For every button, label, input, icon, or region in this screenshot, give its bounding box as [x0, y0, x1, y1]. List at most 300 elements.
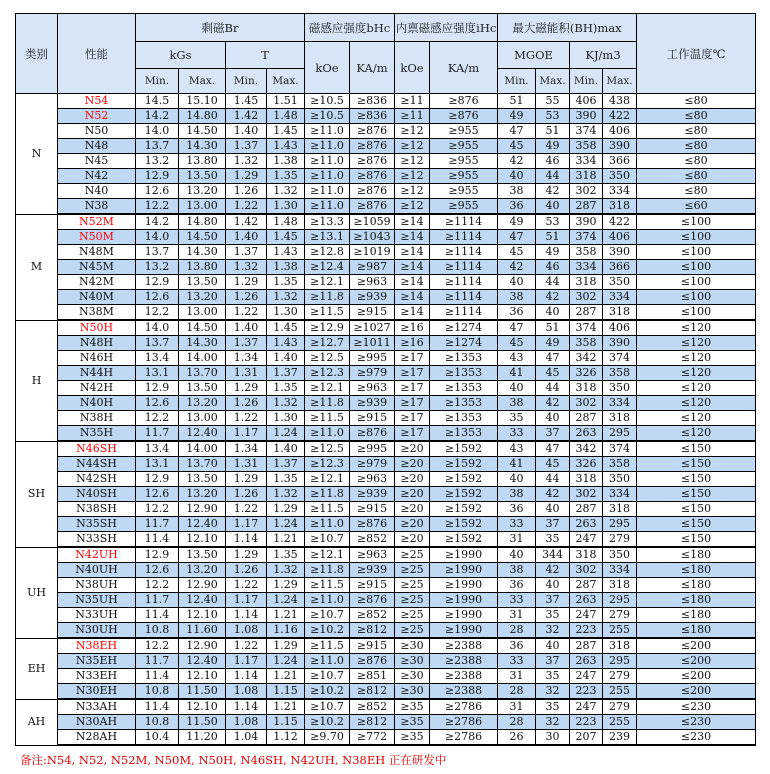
bhc-koe-cell: ≥12.9	[305, 320, 350, 336]
temp-cell: ≤180	[637, 593, 756, 608]
bhc-kam-cell: ≥915	[350, 638, 395, 654]
bhc-koe-cell: ≥13.1	[305, 230, 350, 245]
kj-max-cell: 295	[603, 517, 637, 532]
t-max-cell: 1.30	[267, 305, 305, 321]
grade-cell: N38M	[58, 305, 136, 321]
mgoe-max-cell: 53	[536, 214, 570, 230]
kj-max-cell: 279	[603, 669, 637, 684]
bhc-kam-cell: ≥963	[350, 275, 395, 290]
grade-cell: N42SH	[58, 472, 136, 487]
bhc-kam-cell: ≥812	[350, 684, 395, 700]
table-body	[16, 94, 756, 746]
mgoe-min-cell: 36	[498, 502, 536, 517]
bhc-kam-cell: ≥963	[350, 472, 395, 487]
ihc-koe-cell: ≥14	[395, 214, 430, 230]
temp-cell: ≤200	[637, 669, 756, 684]
kgs-max-cell: 14.50	[179, 124, 226, 139]
grade-cell: N45	[58, 154, 136, 169]
kgs-min-cell: 12.9	[136, 472, 179, 487]
kgs-max-cell: 13.20	[179, 184, 226, 199]
temp-cell: ≤180	[637, 563, 756, 578]
kgs-max-cell: 13.50	[179, 472, 226, 487]
mgoe-max-cell: 40	[536, 199, 570, 215]
header-bhc-kam: KA/m	[350, 42, 395, 94]
table-row	[16, 154, 756, 169]
kgs-min-cell: 13.1	[136, 457, 179, 472]
temp-cell: ≤100	[637, 290, 756, 305]
ihc-koe-cell: ≥14	[395, 260, 430, 275]
t-max-cell: 1.48	[267, 109, 305, 124]
mgoe-min-cell: 40	[498, 472, 536, 487]
t-min-cell: 1.26	[226, 563, 267, 578]
ihc-koe-cell: ≥30	[395, 669, 430, 684]
ihc-koe-cell: ≥30	[395, 654, 430, 669]
mgoe-min-cell: 38	[498, 184, 536, 199]
kgs-max-cell: 13.70	[179, 457, 226, 472]
mgoe-min-cell: 28	[498, 623, 536, 639]
footnote-in-development: 备注:N54, N52, N52M, N50M, N50H, N46SH, N42UH, N38EH 正在研发中	[20, 753, 447, 767]
grade-cell: N45M	[58, 260, 136, 275]
kgs-min-cell: 13.2	[136, 154, 179, 169]
bhc-koe-cell: ≥11.5	[305, 578, 350, 593]
kgs-max-cell: 14.30	[179, 139, 226, 154]
mgoe-min-cell: 47	[498, 124, 536, 139]
bhc-koe-cell: ≥10.2	[305, 684, 350, 700]
kj-max-cell: 318	[603, 502, 637, 517]
kj-min-cell: 223	[570, 715, 603, 730]
kj-min-cell: 247	[570, 669, 603, 684]
table-row	[16, 426, 756, 442]
kgs-max-cell: 14.30	[179, 336, 226, 351]
bhc-kam-cell: ≥812	[350, 623, 395, 639]
mgoe-max-cell: 47	[536, 441, 570, 457]
t-min-cell: 1.08	[226, 715, 267, 730]
kgs-max-cell: 13.20	[179, 290, 226, 305]
grade-cell: N33SH	[58, 532, 136, 548]
mgoe-min-cell: 28	[498, 715, 536, 730]
grade-cell: N54	[58, 94, 136, 109]
t-max-cell: 1.40	[267, 441, 305, 457]
table-row	[16, 260, 756, 275]
header-kgs-max: Max.	[179, 69, 226, 94]
kgs-min-cell: 14.2	[136, 109, 179, 124]
bhc-kam-cell: ≥939	[350, 290, 395, 305]
temp-cell: ≤150	[637, 517, 756, 532]
t-max-cell: 1.29	[267, 502, 305, 517]
t-max-cell: 1.21	[267, 532, 305, 548]
t-max-cell: 1.35	[267, 547, 305, 563]
ihc-koe-cell: ≥35	[395, 715, 430, 730]
grade-cell: N33EH	[58, 669, 136, 684]
t-max-cell: 1.35	[267, 381, 305, 396]
t-min-cell: 1.22	[226, 305, 267, 321]
table-row	[16, 487, 756, 502]
mgoe-min-cell: 31	[498, 669, 536, 684]
kj-min-cell: 302	[570, 396, 603, 411]
mgoe-min-cell: 47	[498, 320, 536, 336]
kgs-min-cell: 11.4	[136, 532, 179, 548]
mgoe-min-cell: 49	[498, 109, 536, 124]
kgs-min-cell: 14.0	[136, 124, 179, 139]
kj-max-cell: 350	[603, 381, 637, 396]
bhc-kam-cell: ≥1027	[350, 320, 395, 336]
bhc-koe-cell: ≥10.7	[305, 608, 350, 623]
t-max-cell: 1.15	[267, 684, 305, 700]
bhc-koe-cell: ≥12.5	[305, 441, 350, 457]
temp-cell: ≤200	[637, 684, 756, 700]
kj-min-cell: 374	[570, 230, 603, 245]
ihc-koe-cell: ≥12	[395, 124, 430, 139]
table-row	[16, 669, 756, 684]
kgs-min-cell: 11.7	[136, 426, 179, 442]
mgoe-max-cell: 37	[536, 654, 570, 669]
temp-cell: ≤120	[637, 366, 756, 381]
ihc-koe-cell: ≥25	[395, 608, 430, 623]
kgs-min-cell: 14.0	[136, 320, 179, 336]
t-max-cell: 1.35	[267, 169, 305, 184]
bhc-koe-cell: ≥12.4	[305, 260, 350, 275]
mgoe-max-cell: 40	[536, 502, 570, 517]
kgs-min-cell: 12.2	[136, 502, 179, 517]
kj-max-cell: 406	[603, 320, 637, 336]
table-row	[16, 411, 756, 426]
kgs-max-cell: 13.20	[179, 487, 226, 502]
kj-min-cell: 334	[570, 260, 603, 275]
kj-min-cell: 287	[570, 305, 603, 321]
kj-min-cell: 223	[570, 684, 603, 700]
t-min-cell: 1.45	[226, 94, 267, 109]
kj-min-cell: 207	[570, 730, 603, 746]
mgoe-max-cell: 44	[536, 472, 570, 487]
t-min-cell: 1.34	[226, 441, 267, 457]
table-row	[16, 336, 756, 351]
ihc-kam-cell: ≥2388	[430, 638, 498, 654]
kgs-max-cell: 13.00	[179, 305, 226, 321]
temp-cell: ≤120	[637, 381, 756, 396]
table-row	[16, 305, 756, 321]
grade-cell: N38H	[58, 411, 136, 426]
mgoe-min-cell: 36	[498, 305, 536, 321]
mgoe-max-cell: 51	[536, 124, 570, 139]
kgs-min-cell: 13.2	[136, 260, 179, 275]
ihc-kam-cell: ≥2388	[430, 654, 498, 669]
kj-min-cell: 318	[570, 381, 603, 396]
ihc-kam-cell: ≥2786	[430, 730, 498, 746]
bhc-kam-cell: ≥852	[350, 532, 395, 548]
mgoe-min-cell: 40	[498, 381, 536, 396]
ihc-kam-cell: ≥1990	[430, 623, 498, 639]
ihc-kam-cell: ≥1592	[430, 517, 498, 532]
kj-min-cell: 263	[570, 426, 603, 442]
grade-cell: N38UH	[58, 578, 136, 593]
ihc-kam-cell: ≥876	[430, 109, 498, 124]
header-unit-mgoe: MGOE	[498, 42, 570, 69]
kgs-max-cell: 13.80	[179, 154, 226, 169]
mgoe-max-cell: 32	[536, 684, 570, 700]
mgoe-max-cell: 49	[536, 245, 570, 260]
kgs-min-cell: 13.7	[136, 336, 179, 351]
ihc-koe-cell: ≥14	[395, 290, 430, 305]
kj-max-cell: 350	[603, 275, 637, 290]
kgs-min-cell: 12.9	[136, 381, 179, 396]
ihc-kam-cell: ≥1353	[430, 381, 498, 396]
grade-cell: N40	[58, 184, 136, 199]
header-ihc-kam: KA/m	[430, 42, 498, 94]
mgoe-min-cell: 45	[498, 336, 536, 351]
bhc-kam-cell: ≥939	[350, 487, 395, 502]
bhc-kam-cell: ≥979	[350, 366, 395, 381]
kgs-min-cell: 13.4	[136, 441, 179, 457]
magnet-grade-table	[15, 13, 756, 746]
header-t-min: Min.	[226, 69, 267, 94]
ihc-koe-cell: ≥16	[395, 320, 430, 336]
header-intrinsic-coercivity-ihc: 内禀磁感应强度iHc	[395, 14, 498, 42]
header-unit-kgs: kGs	[136, 42, 226, 69]
kgs-min-cell: 12.6	[136, 563, 179, 578]
t-min-cell: 1.29	[226, 547, 267, 563]
mgoe-max-cell: 51	[536, 320, 570, 336]
mgoe-min-cell: 31	[498, 699, 536, 715]
mgoe-max-cell: 30	[536, 730, 570, 746]
table-row	[16, 214, 756, 230]
mgoe-max-cell: 44	[536, 381, 570, 396]
table-row	[16, 199, 756, 215]
table-row	[16, 94, 756, 109]
kgs-max-cell: 14.50	[179, 320, 226, 336]
mgoe-max-cell: 42	[536, 184, 570, 199]
grade-cell: N42UH	[58, 547, 136, 563]
kgs-min-cell: 12.9	[136, 547, 179, 563]
ihc-kam-cell: ≥1114	[430, 230, 498, 245]
bhc-kam-cell: ≥876	[350, 654, 395, 669]
kgs-max-cell: 13.00	[179, 199, 226, 215]
kj-min-cell: 302	[570, 290, 603, 305]
kj-min-cell: 263	[570, 654, 603, 669]
ihc-kam-cell: ≥1353	[430, 411, 498, 426]
bhc-kam-cell: ≥876	[350, 154, 395, 169]
kj-min-cell: 342	[570, 441, 603, 457]
t-min-cell: 1.32	[226, 154, 267, 169]
temp-cell: ≤230	[637, 730, 756, 746]
bhc-koe-cell: ≥11.5	[305, 305, 350, 321]
temp-cell: ≤180	[637, 623, 756, 639]
table-row	[16, 699, 756, 715]
table-row	[16, 381, 756, 396]
temp-cell: ≤120	[637, 351, 756, 366]
grade-cell: N35SH	[58, 517, 136, 532]
header-t-max: Max.	[267, 69, 305, 94]
bhc-koe-cell: ≥12.8	[305, 245, 350, 260]
t-max-cell: 1.24	[267, 426, 305, 442]
bhc-kam-cell: ≥915	[350, 411, 395, 426]
grade-cell: N35UH	[58, 593, 136, 608]
t-max-cell: 1.12	[267, 730, 305, 746]
kgs-max-cell: 11.50	[179, 715, 226, 730]
bhc-kam-cell: ≥995	[350, 351, 395, 366]
ihc-kam-cell: ≥1990	[430, 578, 498, 593]
ihc-kam-cell: ≥955	[430, 154, 498, 169]
bhc-koe-cell: ≥10.7	[305, 669, 350, 684]
ihc-koe-cell: ≥25	[395, 563, 430, 578]
ihc-kam-cell: ≥1114	[430, 305, 498, 321]
ihc-koe-cell: ≥25	[395, 623, 430, 639]
bhc-kam-cell: ≥876	[350, 593, 395, 608]
mgoe-max-cell: 35	[536, 608, 570, 623]
temp-cell: ≤80	[637, 184, 756, 199]
category-cell: UH	[16, 547, 58, 638]
ihc-kam-cell: ≥955	[430, 169, 498, 184]
grade-cell: N46H	[58, 351, 136, 366]
ihc-koe-cell: ≥11	[395, 94, 430, 109]
mgoe-max-cell: 49	[536, 336, 570, 351]
mgoe-max-cell: 35	[536, 699, 570, 715]
table-row	[16, 593, 756, 608]
table-row	[16, 684, 756, 700]
mgoe-max-cell: 46	[536, 154, 570, 169]
ihc-koe-cell: ≥20	[395, 487, 430, 502]
mgoe-min-cell: 33	[498, 426, 536, 442]
kj-min-cell: 374	[570, 124, 603, 139]
kj-min-cell: 263	[570, 517, 603, 532]
t-max-cell: 1.43	[267, 336, 305, 351]
t-min-cell: 1.40	[226, 230, 267, 245]
t-min-cell: 1.31	[226, 366, 267, 381]
bhc-kam-cell: ≥876	[350, 517, 395, 532]
t-max-cell: 1.37	[267, 457, 305, 472]
kj-max-cell: 318	[603, 638, 637, 654]
kgs-max-cell: 12.40	[179, 517, 226, 532]
t-max-cell: 1.21	[267, 608, 305, 623]
bhc-kam-cell: ≥963	[350, 381, 395, 396]
header-category: 类别	[16, 14, 58, 94]
kj-min-cell: 287	[570, 638, 603, 654]
ihc-koe-cell: ≥11	[395, 109, 430, 124]
mgoe-max-cell: 49	[536, 139, 570, 154]
kgs-max-cell: 12.10	[179, 699, 226, 715]
kgs-max-cell: 13.50	[179, 275, 226, 290]
t-max-cell: 1.15	[267, 715, 305, 730]
mgoe-min-cell: 26	[498, 730, 536, 746]
kj-max-cell: 295	[603, 426, 637, 442]
mgoe-min-cell: 51	[498, 94, 536, 109]
temp-cell: ≤120	[637, 320, 756, 336]
kj-max-cell: 255	[603, 623, 637, 639]
grade-cell: N46SH	[58, 441, 136, 457]
kgs-min-cell: 12.6	[136, 290, 179, 305]
kgs-max-cell: 12.40	[179, 426, 226, 442]
kj-min-cell: 374	[570, 320, 603, 336]
t-min-cell: 1.14	[226, 608, 267, 623]
ihc-koe-cell: ≥12	[395, 199, 430, 215]
mgoe-min-cell: 33	[498, 517, 536, 532]
bhc-koe-cell: ≥12.5	[305, 351, 350, 366]
ihc-koe-cell: ≥14	[395, 305, 430, 321]
magnet-grade-table-container	[15, 13, 755, 746]
bhc-koe-cell: ≥10.2	[305, 623, 350, 639]
table-row	[16, 441, 756, 457]
t-min-cell: 1.37	[226, 139, 267, 154]
ihc-koe-cell: ≥12	[395, 169, 430, 184]
bhc-kam-cell: ≥876	[350, 169, 395, 184]
ihc-koe-cell: ≥20	[395, 502, 430, 517]
kj-min-cell: 358	[570, 336, 603, 351]
bhc-kam-cell: ≥915	[350, 578, 395, 593]
mgoe-max-cell: 37	[536, 593, 570, 608]
header-mgoe-min: Min.	[498, 69, 536, 94]
table-row	[16, 290, 756, 305]
ihc-koe-cell: ≥14	[395, 230, 430, 245]
t-min-cell: 1.17	[226, 517, 267, 532]
t-min-cell: 1.22	[226, 638, 267, 654]
kgs-min-cell: 13.7	[136, 139, 179, 154]
kgs-max-cell: 12.10	[179, 608, 226, 623]
kj-max-cell: 350	[603, 547, 637, 563]
kj-min-cell: 358	[570, 139, 603, 154]
kgs-max-cell: 12.40	[179, 654, 226, 669]
table-row	[16, 366, 756, 381]
header-unit-t: T	[226, 42, 305, 69]
grade-cell: N42M	[58, 275, 136, 290]
bhc-koe-cell: ≥12.3	[305, 366, 350, 381]
bhc-koe-cell: ≥11.8	[305, 290, 350, 305]
mgoe-max-cell: 55	[536, 94, 570, 109]
t-max-cell: 1.21	[267, 699, 305, 715]
kgs-max-cell: 13.80	[179, 260, 226, 275]
bhc-kam-cell: ≥836	[350, 109, 395, 124]
temp-cell: ≤150	[637, 441, 756, 457]
mgoe-min-cell: 40	[498, 547, 536, 563]
mgoe-max-cell: 40	[536, 305, 570, 321]
kgs-min-cell: 10.4	[136, 730, 179, 746]
header-working-temperature: 工作温度℃	[637, 14, 756, 94]
bhc-koe-cell: ≥12.1	[305, 472, 350, 487]
category-cell: SH	[16, 441, 58, 547]
bhc-kam-cell: ≥852	[350, 699, 395, 715]
bhc-koe-cell: ≥10.5	[305, 94, 350, 109]
grade-cell: N30UH	[58, 623, 136, 639]
ihc-kam-cell: ≥1990	[430, 563, 498, 578]
t-max-cell: 1.45	[267, 230, 305, 245]
kgs-max-cell: 13.20	[179, 396, 226, 411]
t-max-cell: 1.30	[267, 411, 305, 426]
kgs-min-cell: 12.6	[136, 487, 179, 502]
bhc-kam-cell: ≥915	[350, 305, 395, 321]
kgs-max-cell: 12.90	[179, 638, 226, 654]
temp-cell: ≤100	[637, 230, 756, 245]
kj-min-cell: 318	[570, 275, 603, 290]
temp-cell: ≤100	[637, 260, 756, 275]
bhc-koe-cell: ≥11.5	[305, 638, 350, 654]
table-row	[16, 502, 756, 517]
bhc-kam-cell: ≥995	[350, 441, 395, 457]
t-min-cell: 1.08	[226, 623, 267, 639]
kj-max-cell: 279	[603, 608, 637, 623]
kgs-max-cell: 13.50	[179, 169, 226, 184]
bhc-kam-cell: ≥1011	[350, 336, 395, 351]
ihc-koe-cell: ≥20	[395, 441, 430, 457]
table-row	[16, 532, 756, 548]
kj-max-cell: 422	[603, 214, 637, 230]
ihc-kam-cell: ≥1990	[430, 547, 498, 563]
kj-max-cell: 279	[603, 699, 637, 715]
mgoe-min-cell: 40	[498, 275, 536, 290]
mgoe-max-cell: 42	[536, 563, 570, 578]
table-row	[16, 275, 756, 290]
kgs-max-cell: 13.20	[179, 563, 226, 578]
header-mgoe-max: Max.	[536, 69, 570, 94]
kgs-min-cell: 12.9	[136, 275, 179, 290]
temp-cell: ≤80	[637, 154, 756, 169]
